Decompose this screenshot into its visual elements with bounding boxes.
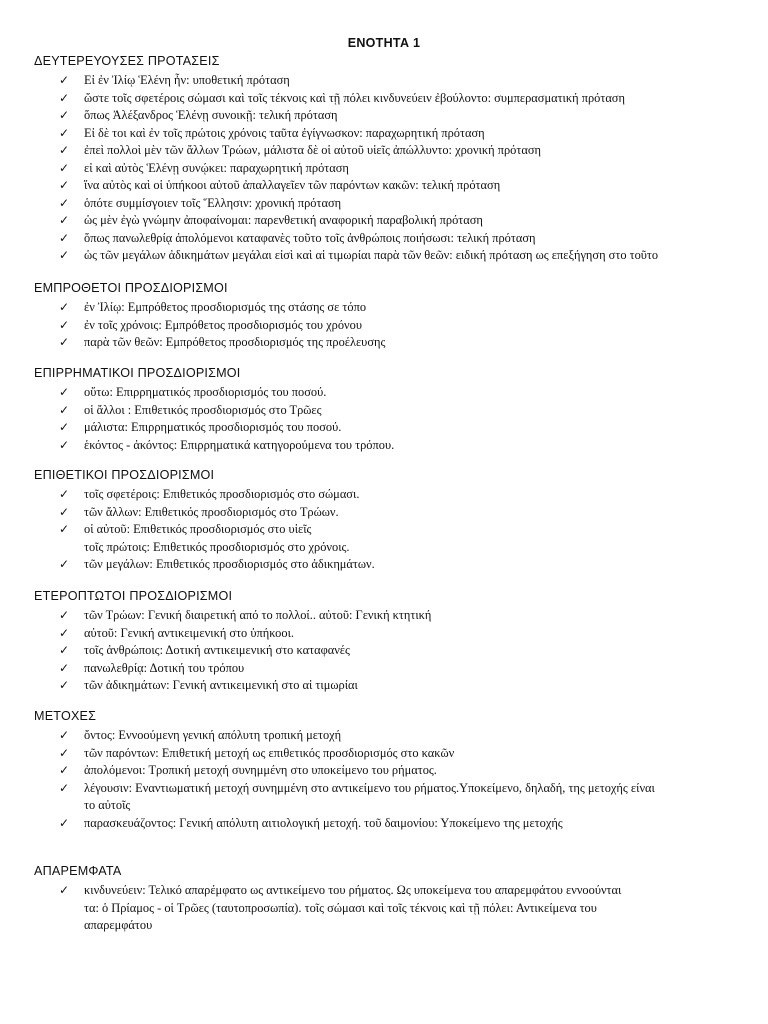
check-mark-icon: ✓ xyxy=(59,300,70,314)
list-item-continuation: απαρεμφάτου xyxy=(84,918,153,932)
list-item: ✓ ὄντος: Εννοούμενη γενική απόλυτη τροπική μετοχή xyxy=(34,727,754,745)
list-item: ✓ τῶν μεγάλων: Επιθετικός προσδιορισμός στο ἀδικημάτων. xyxy=(34,556,754,574)
list-item: ✓ ἐν Ἰλίῳ: Εμπρόθετος προσδιορισμός της στάσης σε τόπο xyxy=(34,299,754,317)
section-adverbial-modifiers xyxy=(34,366,754,454)
check-mark-icon: ✓ xyxy=(59,643,70,657)
check-mark-icon: ✓ xyxy=(59,195,70,210)
check-mark-icon: ✓ xyxy=(59,883,70,897)
list-item: ✓ οἱ αὐτοῦ: Επιθετικός προσδιορισμός στο υἱεῖς xyxy=(34,521,754,539)
check-mark-icon: ✓ xyxy=(59,213,70,227)
check-mark-icon: ✓ xyxy=(59,230,70,245)
check-mark-icon: ✓ xyxy=(59,420,70,434)
section-heteroptote-modifiers xyxy=(34,589,754,695)
list-item: ✓ τῶν ἀδικημάτων: Γενική αντικειμενική στο αἱ τιμωρίαι xyxy=(34,677,754,695)
section-heading: ΕΠΙΘΕΤΙΚΟΙ ΠΡΟΣΔΙΟΡΙΣΜΟΙ xyxy=(34,468,215,482)
check-mark-icon: ✓ xyxy=(59,608,70,622)
list-item: ✓ τῶν ἄλλων: Επιθετικός προσδιορισμός στο Τρώων. xyxy=(34,504,754,522)
list-item: ✓ αὐτοῦ: Γενική αντικειμενική στο ὑπήκοοι. xyxy=(34,625,754,643)
list-item: ✓ τοῖς ἀνθρώποις: Δοτική αντικειμενική στο καταφανές xyxy=(34,642,754,660)
check-mark-icon: ✓ xyxy=(59,317,70,332)
list-item: ✓ ἵνα αὐτὸς καὶ οἱ ὑπήκοοι αὐτοῦ ἀπαλλαγεῖεν τῶν παρόντων κακῶν: τελική πρόταση xyxy=(34,177,754,195)
list-item: ✓ τοῖς σφετέροις: Επιθετικός προσδιορισμός στο σώμασι. xyxy=(34,486,754,504)
check-mark-icon: ✓ xyxy=(59,745,70,760)
check-mark-icon: ✓ xyxy=(59,160,70,175)
section-list xyxy=(34,882,754,935)
check-mark-icon: ✓ xyxy=(59,73,70,87)
list-item: ✓ Εἰ ἐν Ἰλίῳ Ἑλένη ἦν: υποθετική πρόταση xyxy=(34,72,754,90)
section-prepositional-modifiers xyxy=(34,281,754,352)
section-list xyxy=(34,486,754,574)
list-item-continuation: τα: ὁ Πρίαμος - οἱ Τρῶες (ταυτοπροσωπία). τοῖς σώμασι καὶ τοῖς τέκνοις καὶ τῇ πόλει: Αντικείμενα του xyxy=(84,900,597,915)
list-item: ✓ ὡς μὲν ἐγὼ γνώμην ἀποφαίνομαι: παρενθετική αναφορική παραβολική πρόταση xyxy=(34,212,754,230)
check-mark-icon: ✓ xyxy=(59,763,70,777)
check-mark-icon: ✓ xyxy=(59,178,70,192)
document-title: ΕΝΟΤΗΤΑ 1 xyxy=(347,36,421,50)
check-mark-icon: ✓ xyxy=(59,335,70,349)
check-mark-icon: ✓ xyxy=(59,504,70,519)
check-mark-icon: ✓ xyxy=(59,125,70,140)
list-item: ✓ παρὰ τῶν θεῶν: Εμπρόθετος προσδιορισμός της προέλευσης xyxy=(34,334,754,352)
section-list xyxy=(34,727,754,832)
section-infinitives xyxy=(34,864,754,935)
check-mark-icon: ✓ xyxy=(59,660,70,675)
list-item: ✓ ὅπως πανωλεθρίᾳ ἀπολόμενοι καταφανὲς τοῦτο τοῖς ἀνθρώποις ποιήσωσι: τελική πρόταση xyxy=(34,230,754,248)
list-item: ✓ πανωλεθρίᾳ: Δοτική του τρόπου xyxy=(34,660,754,678)
check-mark-icon: ✓ xyxy=(59,487,70,501)
check-mark-icon: ✓ xyxy=(59,678,70,692)
section-heading: ΑΠΑΡΕΜΦΑΤΑ xyxy=(34,864,122,878)
list-item: ✓ τῶν παρόντων: Επιθετική μετοχή ως επιθετικός προσδιορισμός στο κακῶν xyxy=(34,745,754,763)
list-item: ✓ εἰ καὶ αὐτὸς Ἑλένῃ συνῴκει: παραχωρητική πρόταση xyxy=(34,160,754,178)
list-item: ✓ ὡς τῶν μεγάλων ἀδικημάτων μεγάλαι εἰσὶ καὶ αἱ τιμωρίαι παρὰ τῶν θεῶν: ειδική πρόταση ως επεξήγηση στο τοῦτο xyxy=(34,247,754,265)
check-mark-icon: ✓ xyxy=(59,90,70,105)
section-attributive-modifiers xyxy=(34,468,754,574)
list-item: ✓ ἐπεὶ πολλοὶ μὲν τῶν ἄλλων Τρώων, μάλιστα δὲ οἱ αὐτοῦ υἱεῖς ἀπώλλυντο: χρονική πρόταση xyxy=(34,142,754,160)
list-item-continuation: το αὐτοῖς xyxy=(84,798,131,812)
check-mark-icon: ✓ xyxy=(59,385,70,399)
check-mark-icon: ✓ xyxy=(59,108,70,122)
check-mark-icon: ✓ xyxy=(59,625,70,640)
check-mark-icon: ✓ xyxy=(59,437,70,452)
section-list xyxy=(34,72,754,265)
list-item: τοῖς πρώτοις: Επιθετικός προσδιορισμός στο χρόνοις. xyxy=(84,539,350,554)
list-item: ✓ οἱ ἄλλοι : Επιθετικός προσδιορισμός στο Τρῶες xyxy=(34,402,754,420)
section-heading: ΔΕΥΤΕΡΕΥΟΥΣΕΣ ΠΡΟΤΑΣΕΙΣ xyxy=(34,54,220,68)
section-heading: ΜΕΤΟΧΕΣ xyxy=(34,709,97,723)
section-subordinate-clauses xyxy=(34,54,754,265)
list-item: ✓ μάλιστα: Επιρρηματικός προσδιορισμός του ποσού. xyxy=(34,419,754,437)
list-item: ✓ ἑκόντος - ἀκόντος: Επιρρηματικά κατηγορούμενα του τρόπου. xyxy=(34,437,754,455)
section-list xyxy=(34,299,754,352)
section-heading: ΕΤΕΡΟΠΤΩΤΟΙ ΠΡΟΣΔΙΟΡΙΣΜΟΙ xyxy=(34,589,233,603)
list-item: ✓ ὅπως Ἀλέξανδρος Ἑλένῃ συνοικῇ: τελική πρόταση xyxy=(34,107,754,125)
check-mark-icon: ✓ xyxy=(59,815,70,830)
section-heading: ΕΠΙΡΡΗΜΑΤΙΚΟΙ ΠΡΟΣΔΙΟΡΙΣΜΟΙ xyxy=(34,366,241,380)
list-item: ✓ λέγουσιν: Εναντιωματική μετοχή συνημμένη στο αντικείμενο του ρήματος.Υποκείμενο, δηλαδή, της μετοχής είναι xyxy=(34,780,754,798)
section-list xyxy=(34,607,754,695)
section-heading: ΕΜΠΡΟΘΕΤΟΙ ΠΡΟΣΔΙΟΡΙΣΜΟΙ xyxy=(34,281,228,295)
list-item: ✓ παρασκευάζοντος: Γενική απόλυτη αιτιολογική μετοχή. τοῦ δαιμονίου: Υποκείμενο της μετοχής xyxy=(34,815,754,833)
check-mark-icon: ✓ xyxy=(59,143,70,157)
list-item: ✓ Εἰ δὲ τοι καὶ ἐν τοῖς πρώτοις χρόνοις ταῦτα ἐγίγνωσκον: παραχωρητική πρόταση xyxy=(34,125,754,143)
check-mark-icon: ✓ xyxy=(59,728,70,742)
list-item: ✓ ὥστε τοῖς σφετέροις σώμασι καὶ τοῖς τέκνοις καὶ τῇ πόλει κινδυνεύειν ἐβούλοντο: συμπερασματική πρόταση xyxy=(34,90,754,108)
check-mark-icon: ✓ xyxy=(59,780,70,795)
section-list xyxy=(34,384,754,454)
check-mark-icon: ✓ xyxy=(59,248,70,262)
list-item: ✓ κινδυνεύειν: Τελικό απαρέμφατο ως αντικείμενο του ρήματος. Ως υποκείμενα του απαρεμφάτου εννοούνται xyxy=(34,882,754,900)
list-item: ✓ ὁπότε συμμίσγοιεν τοῖς Ἕλλησιν: χρονική πρόταση xyxy=(34,195,754,213)
list-item: ✓ ἐν τοῖς χρόνοις: Εμπρόθετος προσδιορισμός του χρόνου xyxy=(34,317,754,335)
list-item: ✓ οὕτω: Επιρρηματικός προσδιορισμός του ποσού. xyxy=(34,384,754,402)
check-mark-icon: ✓ xyxy=(59,557,70,571)
list-item: ✓ ἀπολόμενοι: Τροπική μετοχή συνημμένη στο υποκείμενο του ρήματος. xyxy=(34,762,754,780)
check-mark-icon: ✓ xyxy=(59,402,70,417)
section-participles xyxy=(34,709,754,832)
list-item: ✓ τῶν Τρώων: Γενική διαιρετική από το πολλοί.. αὐτοῦ: Γενική κτητική xyxy=(34,607,754,625)
check-mark-icon: ✓ xyxy=(59,522,70,536)
